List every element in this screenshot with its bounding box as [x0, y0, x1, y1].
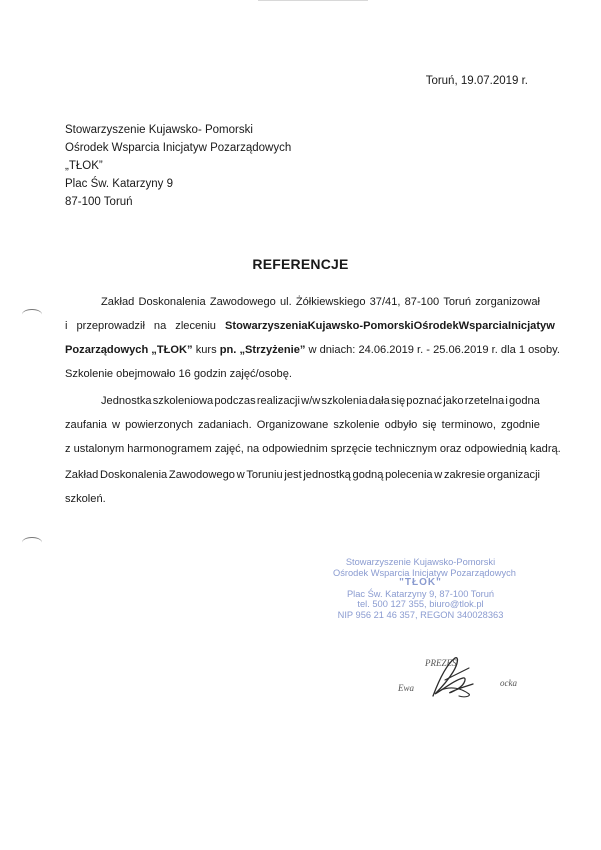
signature-label-top: PREZES [425, 658, 457, 668]
word: przeprowadził [76, 320, 145, 332]
word: zorganizował [475, 296, 540, 308]
word: Jednostka [101, 395, 152, 407]
date-line: Toruń, 19.07.2019 r. [425, 75, 528, 87]
p1-line-4: Szkolenie obejmowało 16 godzin zajęć/osobę. [65, 368, 292, 380]
word: i [65, 320, 68, 332]
signature-label-left: Ewa [398, 683, 415, 693]
punch-hole-mark-top [22, 309, 42, 320]
stamp-line-3: "TŁOK" [399, 577, 442, 589]
word: Kujawsko-Pomorski [307, 320, 414, 332]
word: Toruniu [246, 469, 283, 481]
word: zadaniach. [198, 419, 252, 431]
handwritten-signature-icon [395, 650, 505, 710]
word: Organizowane [256, 419, 329, 431]
word: Zawodowego [168, 469, 235, 481]
word: ul. [279, 296, 292, 308]
p1-line-3 [65, 338, 560, 362]
paragraph-2 [65, 389, 561, 461]
word: Ośrodek [413, 320, 459, 332]
recipient-line-3: „TŁOK” [65, 160, 103, 172]
stamp-line-6: NIP 956 21 46 357, REGON 340028363 [337, 609, 504, 620]
word: zaufania [65, 419, 107, 431]
stamp-line-4: Plac Św. Katarzyny 9, 87-100 Toruń [346, 588, 495, 599]
paragraph-1 [65, 290, 560, 386]
word: odbyło [384, 419, 418, 431]
stamp-line-2: Ośrodek Wsparcia Inicjatyw Pozarządowych [333, 567, 516, 578]
word: szkoleniowa [152, 395, 214, 407]
word: jest [284, 469, 302, 481]
word: poznać [406, 395, 443, 407]
recipient-line-2: Ośrodek Wsparcia Inicjatyw Pozarządowych [65, 142, 292, 154]
word: dała [368, 395, 390, 407]
word: Doskonalenia [100, 469, 168, 481]
p1-line-2 [65, 314, 555, 338]
punch-hole-mark-bottom [22, 537, 42, 548]
word: Inicjatyw [507, 320, 555, 332]
word: Toruń [443, 296, 472, 308]
recipient-address [65, 121, 291, 211]
p1-line-3-bold-1: Pozarządowych „TŁOK” [65, 344, 193, 356]
word: Zakład [101, 296, 135, 308]
word: Zawodowego [209, 296, 276, 308]
word: na [153, 320, 167, 332]
word: Żółkiewskiego [295, 296, 366, 308]
word: realizacji [256, 395, 300, 407]
p2-line-2 [65, 413, 540, 437]
word: w [112, 419, 121, 431]
p1-line-3-text-2: w dniach: 24.06.2019 r. - 25.06.2019 r. dla 1 osoby. [305, 344, 560, 356]
word: zakresie [443, 469, 486, 481]
word: godną [352, 469, 384, 481]
word: terminowo, [441, 419, 496, 431]
p1-line-3-text-1: kurs [192, 344, 220, 356]
word: zleceniu [175, 320, 216, 332]
recipient-line-5: 87-100 Toruń [65, 196, 133, 208]
word: się [390, 395, 406, 407]
word: szkolenia [321, 395, 368, 407]
word: 37/41, [369, 296, 401, 308]
word: Doskonalenia [138, 296, 206, 308]
p1-line-2-lead [65, 314, 216, 338]
p2-line-1 [65, 389, 540, 413]
word: podczas [214, 395, 256, 407]
word: Wsparcia [458, 320, 508, 332]
scan-edge-line [258, 0, 368, 1]
word: w [434, 469, 443, 481]
word: w [236, 469, 245, 481]
word: się [422, 419, 437, 431]
p3-line-2: szkoleń. [65, 493, 106, 505]
p1-line-2-bold [225, 314, 555, 338]
organization-stamp [333, 557, 516, 621]
word: Stowarzyszenia [224, 320, 308, 332]
signature-label-right: ocka [500, 678, 517, 688]
word: 87-100 [404, 296, 440, 308]
recipient-line-1: Stowarzyszenie Kujawsko- Pomorski [65, 124, 253, 136]
p1-line-1 [65, 290, 540, 314]
document-title: REFERENCJE [252, 256, 349, 272]
word: powierzonych [125, 419, 193, 431]
word: i [505, 395, 508, 407]
word: organizacji [486, 469, 540, 481]
stamp-line-5: tel. 500 127 355, biuro@tlok.pl [357, 599, 484, 610]
stamp-line-1: Stowarzyszenie Kujawsko-Pomorski [345, 557, 496, 567]
paragraph-3 [65, 463, 540, 511]
word: jako [443, 395, 464, 407]
word: jednostką [303, 469, 351, 481]
p3-line-1 [65, 463, 540, 487]
p1-line-3-bold-2: pn. „Strzyżenie” [219, 344, 306, 356]
word: godna [508, 395, 540, 407]
recipient-line-4: Plac Św. Katarzyny 9 [65, 178, 174, 190]
p2-line-3: z ustalonym harmonogramem zajęć, na odpowiednim sprzęcie technicznym oraz odpowiednią kadrą. [65, 443, 561, 455]
word: polecenia [385, 469, 433, 481]
word: Zakład [65, 469, 99, 481]
word: rzetelna [464, 395, 505, 407]
word: w/w [301, 395, 321, 407]
word: szkolenie [333, 419, 380, 431]
word: zgodnie [501, 419, 540, 431]
